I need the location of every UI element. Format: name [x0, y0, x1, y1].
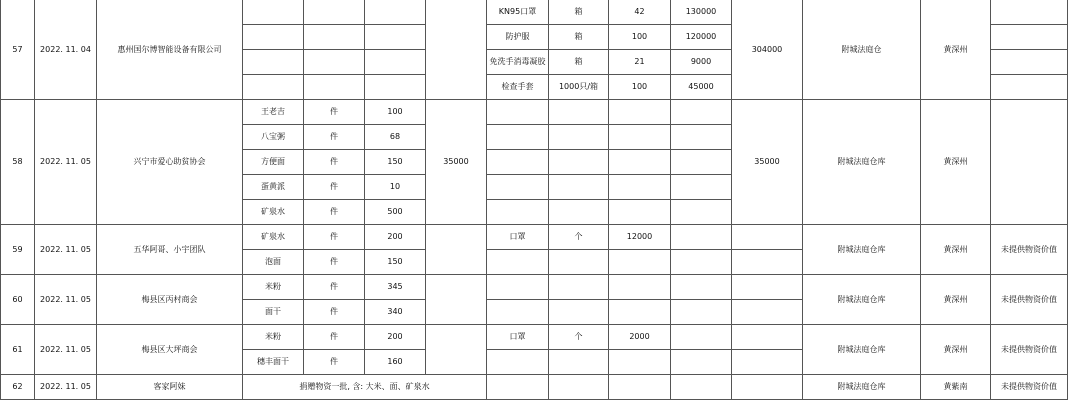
- row-date: 2022. 11. 05: [35, 325, 97, 375]
- item-a-qty: 160: [365, 350, 426, 375]
- row-note: [991, 100, 1068, 225]
- item-b-name: 口罩: [487, 325, 549, 350]
- item-b-unit: 个: [549, 225, 609, 250]
- row-donor: 梅县区大坪商会: [97, 325, 243, 375]
- item-b-name: 检查手套: [487, 75, 549, 100]
- item-b-unit: 箱: [549, 25, 609, 50]
- item-qty-cell: [365, 0, 426, 25]
- item-a-unit: 件: [304, 275, 365, 300]
- item-a-name: 矿泉水: [243, 225, 304, 250]
- row-date: 2022. 11. 04: [35, 0, 97, 100]
- row-total: 304000: [732, 0, 803, 100]
- item-a-unit: 件: [304, 100, 365, 125]
- row-handler: 黄紫南: [921, 375, 991, 400]
- row-number: 59: [1, 225, 35, 275]
- item-a-qty: 345: [365, 275, 426, 300]
- row-location: 附城法庭仓库: [803, 275, 921, 325]
- item-b-value: 130000: [671, 0, 732, 25]
- merged-description: 捐赠物资一批, 含: 大米、面、矿泉水: [243, 375, 487, 400]
- item-a-unit: 件: [304, 125, 365, 150]
- item-b-name: 防护服: [487, 25, 549, 50]
- item-a-name: 王老吉: [243, 100, 304, 125]
- item-b-qty: 42: [609, 0, 671, 25]
- item-b-name: 免洗手消毒凝胶: [487, 50, 549, 75]
- row-number: 61: [1, 325, 35, 375]
- item-a-unit: 件: [304, 300, 365, 325]
- row-handler: 黄深州: [921, 275, 991, 325]
- item-b-qty: 12000: [609, 225, 671, 250]
- row-note: 未提供物资价值: [991, 225, 1068, 275]
- row-note: [991, 0, 1068, 25]
- row-donor: 惠州国尔博智能设备有限公司: [97, 0, 243, 100]
- row-location: 附城法庭仓库: [803, 100, 921, 225]
- item-b-qty: 100: [609, 25, 671, 50]
- item-b-value: 9000: [671, 50, 732, 75]
- item-a-unit: 件: [304, 325, 365, 350]
- item-a-name: 八宝粥: [243, 125, 304, 150]
- item-a-name: 矿泉水: [243, 200, 304, 225]
- row-number: 62: [1, 375, 35, 400]
- item-a-qty: 500: [365, 200, 426, 225]
- item-a-unit: 件: [304, 150, 365, 175]
- row-donor: 五华阿哥、小宇团队: [97, 225, 243, 275]
- row-location: 附城法庭仓库: [803, 375, 921, 400]
- row-donor: 客家阿妹: [97, 375, 243, 400]
- row-number: 57: [1, 0, 35, 100]
- item-a-unit: 件: [304, 175, 365, 200]
- item-a-name: 穗丰面干: [243, 350, 304, 375]
- row-total: 35000: [732, 100, 803, 225]
- item-b-unit: 个: [549, 325, 609, 350]
- item-b-name: 口罩: [487, 225, 549, 250]
- table-row: [1, 275, 1068, 300]
- row-donor: 兴宁市爱心助贫协会: [97, 100, 243, 225]
- item-value-cell: [426, 275, 487, 325]
- item-a-qty: 100: [365, 100, 426, 125]
- table-row: [1, 100, 1068, 125]
- item-value-cell: 35000: [426, 100, 487, 225]
- table-row: [1, 325, 1068, 350]
- item-a-unit: 件: [304, 350, 365, 375]
- item-b-qty: 21: [609, 50, 671, 75]
- item-a-qty: 150: [365, 250, 426, 275]
- item-a-unit: 件: [304, 250, 365, 275]
- row-note: 未提供物资价值: [991, 275, 1068, 325]
- item-value-cell: [426, 225, 487, 275]
- item-b-value: 45000: [671, 75, 732, 100]
- row-donor: 梅县区丙村商会: [97, 275, 243, 325]
- item-b-qty: 2000: [609, 325, 671, 350]
- row-date: 2022. 11. 05: [35, 275, 97, 325]
- item-a-name: 泡面: [243, 250, 304, 275]
- item-a-name: 米粉: [243, 325, 304, 350]
- item-a-name: 面干: [243, 300, 304, 325]
- item-unit-cell: [304, 0, 365, 25]
- item-name-cell: [243, 0, 304, 25]
- row-date: 2022. 11. 05: [35, 100, 97, 225]
- table-row: [1, 375, 1068, 400]
- row-handler: 黄深州: [921, 325, 991, 375]
- row-note: 未提供物资价值: [991, 375, 1068, 400]
- row-note: 未提供物资价值: [991, 325, 1068, 375]
- row-handler: 黄深州: [921, 0, 991, 100]
- item-value-cell: [426, 325, 487, 375]
- item-a-qty: 340: [365, 300, 426, 325]
- item-a-qty: 200: [365, 225, 426, 250]
- row-location: 附城法庭仓: [803, 0, 921, 100]
- item-a-name: 方便面: [243, 150, 304, 175]
- item-a-qty: 68: [365, 125, 426, 150]
- item-a-unit: 件: [304, 200, 365, 225]
- item-b-qty: 100: [609, 75, 671, 100]
- row-number: 58: [1, 100, 35, 225]
- table-row: [1, 225, 1068, 250]
- item-a-name: 蛋黄派: [243, 175, 304, 200]
- item-b-unit: 箱: [549, 50, 609, 75]
- item-b-unit: 1000只/箱: [549, 75, 609, 100]
- item-b-value: 120000: [671, 25, 732, 50]
- row-handler: 黄深州: [921, 100, 991, 225]
- row-number: 60: [1, 275, 35, 325]
- row-date: 2022. 11. 05: [35, 375, 97, 400]
- row-date: 2022. 11. 05: [35, 225, 97, 275]
- row-handler: 黄深州: [921, 225, 991, 275]
- row-location: 附城法庭仓库: [803, 225, 921, 275]
- item-b-name: KN95口罩: [487, 0, 549, 25]
- item-value-cell: [426, 0, 487, 100]
- item-b-unit: 箱: [549, 0, 609, 25]
- table-row: [1, 0, 1068, 25]
- row-location: 附城法庭仓库: [803, 325, 921, 375]
- item-a-qty: 150: [365, 150, 426, 175]
- item-a-unit: 件: [304, 225, 365, 250]
- item-a-qty: 200: [365, 325, 426, 350]
- item-a-qty: 10: [365, 175, 426, 200]
- item-a-name: 米粉: [243, 275, 304, 300]
